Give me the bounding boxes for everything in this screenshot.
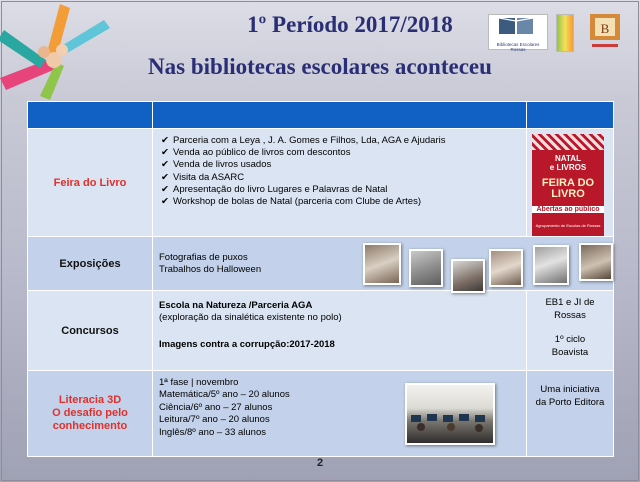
computer-room-icon <box>407 385 493 443</box>
exhibition-photo <box>363 243 401 285</box>
literacia-line: Inglês/8º ano – 33 alunos <box>159 426 266 438</box>
check-mark-icon: ✔ <box>161 183 169 195</box>
concursos-line: (exploração da sinalética existente no polo) <box>159 312 342 324</box>
concursos-line-bold: Escola na Natureza /Parceria AGA <box>159 300 313 311</box>
concursos-line-bold: Imagens contra a corrupção:2017-2018 <box>159 338 335 350</box>
concursos-side-line: 1º ciclo <box>554 334 586 346</box>
exposicoes-line: Fotografias de puxos <box>159 252 248 263</box>
check-mark-icon: ✔ <box>161 171 169 183</box>
list-item: ✔ Workshop de bolas de Natal (parceria com Clube de Artes) <box>161 196 422 208</box>
exhibition-photo <box>579 243 613 281</box>
exhibition-photo <box>451 259 485 293</box>
concursos-side-cell <box>527 291 614 371</box>
literacia-line: Matemática/5º ano – 20 alunos <box>159 389 290 401</box>
page-number: 2 <box>316 457 324 469</box>
list-item: ✔ Apresentação do livro Lugares e Palavras de Natal <box>161 183 388 195</box>
literacia-line: 1ª fase | novembro <box>159 377 239 388</box>
concursos-cell <box>153 291 527 371</box>
hands-graphic-icon <box>0 0 110 100</box>
exhibition-photo <box>533 245 569 285</box>
agrupamento-logo-icon <box>586 12 624 52</box>
poster-pattern <box>532 134 604 150</box>
literacia-label-line: Literacia 3D <box>58 394 122 406</box>
table-header-row <box>28 102 614 129</box>
agrupamento-logo <box>586 12 624 52</box>
literacia-side-line: Uma iniciativa <box>540 384 600 395</box>
literacia-side-line: da Porto Editora <box>535 396 605 408</box>
list-item: ✔ Visita da ASARC <box>161 171 245 183</box>
list-item: ✔ Venda ao público de livros com descontos <box>161 147 351 159</box>
row-label-feira: Feira do Livro <box>28 129 153 237</box>
row-label-exposicoes: Exposições <box>28 237 153 291</box>
slide-title: 1º Período 2017/2018 <box>247 12 453 37</box>
list-item: ✔ Parceria com a Leya , J. A. Gomes e Filhos, Lda, AGA e Ajudaris <box>161 135 446 146</box>
feira-items-cell <box>153 129 527 237</box>
svg-text:B: B <box>600 21 610 36</box>
concursos-side-line: Rossas <box>554 309 586 321</box>
school-logo-stripe <box>556 14 574 52</box>
feira-poster-cell <box>527 129 614 237</box>
table-row-concursos <box>28 291 614 371</box>
poster-line1: NATAL <box>555 154 581 163</box>
literacia-label-line: conhecimento <box>52 420 128 432</box>
feira-items-list <box>153 129 526 208</box>
poster-sub1: Abertas ao público <box>532 206 604 213</box>
row-label-concursos: Concursos <box>28 291 153 371</box>
poster-title: FEIRA DO LIVRO <box>541 177 595 200</box>
concursos-side-line: Boavista <box>551 346 589 358</box>
slide-subtitle: Nas bibliotecas escolares aconteceu <box>148 54 492 79</box>
poster-line2: e LIVROS <box>549 163 587 172</box>
classroom-photo <box>405 383 495 445</box>
books-logo-icon <box>489 15 547 37</box>
table-row-feira <box>28 129 614 237</box>
exposicoes-line: Trabalhos do Halloween <box>159 264 262 276</box>
list-item: ✔ Venda de livros usados <box>161 159 272 171</box>
literacia-side-cell <box>527 371 614 457</box>
literacia-label-line: O desafio pelo <box>52 407 128 419</box>
row-label-literacia <box>28 371 153 457</box>
activities-table <box>27 101 614 457</box>
feira-poster <box>532 134 604 236</box>
literacia-cell <box>153 371 527 457</box>
exhibition-photo <box>489 249 523 287</box>
check-mark-icon: ✔ <box>161 135 169 146</box>
library-logo-text: Bibliotecas Escolares Rossas <box>496 42 540 52</box>
table-row-exposicoes <box>28 237 614 291</box>
check-mark-icon: ✔ <box>161 196 169 208</box>
concursos-side-line: EB1 e JI de <box>545 297 595 308</box>
check-mark-icon: ✔ <box>161 147 169 159</box>
exposicoes-cell <box>153 237 614 291</box>
literacia-line: Ciência/6º ano – 27 alunos <box>159 401 273 413</box>
exhibition-photo <box>409 249 443 287</box>
poster-sub2: Agrupamento de Escolas de Rossas <box>535 223 601 228</box>
table-row-literacia <box>28 371 614 457</box>
library-logo <box>488 14 548 50</box>
literacia-line: Leitura/7º ano – 20 alunos <box>159 414 270 426</box>
check-mark-icon: ✔ <box>161 159 169 171</box>
